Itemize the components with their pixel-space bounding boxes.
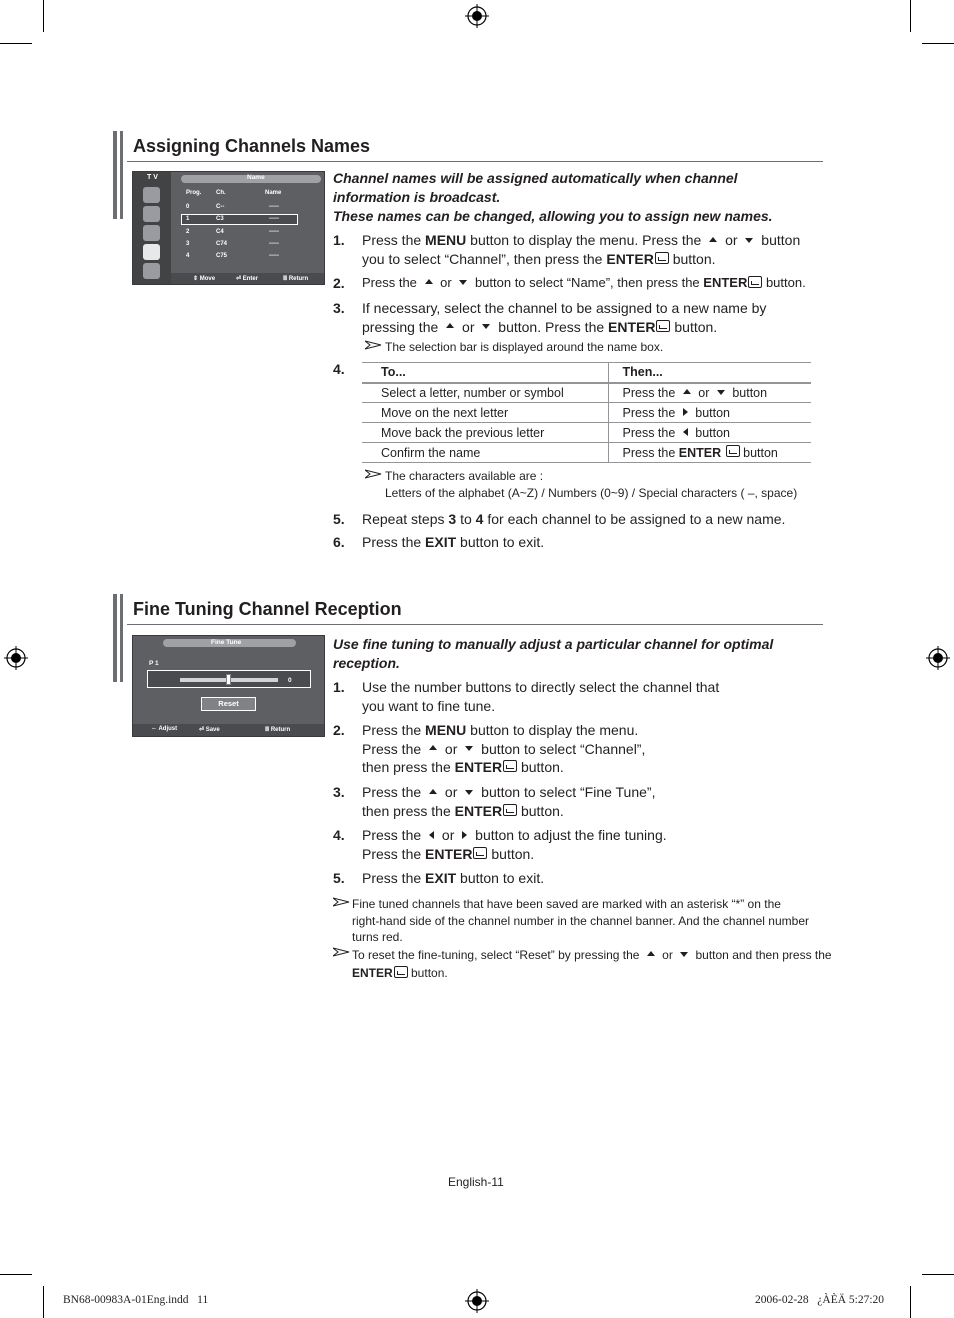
section-title: Fine Tuning Channel Reception xyxy=(133,599,402,619)
crop-mark xyxy=(910,0,911,32)
osd-col-ch: Ch. xyxy=(216,190,226,196)
osd-footer-return: Ⅲ Return xyxy=(265,727,291,733)
section-rule xyxy=(127,161,823,162)
osd-slider-value: 0 xyxy=(288,677,292,684)
character-table xyxy=(362,362,811,463)
up-arrow-icon xyxy=(683,389,691,394)
osd-row-ch: C75 xyxy=(216,253,228,259)
osd-row-ch: C74 xyxy=(216,241,228,247)
section-intro: Channel names will be assigned automatically when channel information is broadcast. These names can be changed, allowing you to assign new names. xyxy=(333,170,773,224)
table-cell: Move on the next letter xyxy=(362,403,608,423)
osd-row-prog: 2 xyxy=(186,229,190,235)
enter-icon xyxy=(503,760,517,772)
registration-mark-icon xyxy=(465,1289,489,1313)
osd-selection-bar xyxy=(181,214,298,225)
enter-icon xyxy=(503,804,517,816)
up-arrow-icon xyxy=(425,279,433,284)
osd-row-name: ----- xyxy=(269,216,279,222)
osd-row-prog: 0 xyxy=(186,204,190,210)
crop-mark xyxy=(922,43,954,44)
crop-mark xyxy=(0,1274,32,1275)
osd-title: T V xyxy=(147,174,158,181)
osd-row-name: ----- xyxy=(269,204,279,210)
enter-icon xyxy=(473,847,487,859)
date-info: 2006-02-28 ¿ÀÈÄ 5:27:20 xyxy=(755,1294,885,1306)
enter-icon xyxy=(655,252,669,264)
section-intro: Use fine tuning to manually adjust a particular channel for optimal reception. xyxy=(333,636,774,671)
osd-col-prog: Prog. xyxy=(186,190,202,196)
osd-fine-tune-screen xyxy=(132,635,325,737)
osd-input-icon xyxy=(143,263,160,279)
osd-reset-button: Reset xyxy=(201,697,256,711)
right-arrow-icon xyxy=(462,831,467,839)
left-arrow-icon xyxy=(683,428,688,436)
crop-mark xyxy=(43,0,44,32)
section-bar xyxy=(120,594,123,682)
table-row xyxy=(362,383,811,403)
down-arrow-icon xyxy=(717,390,725,395)
registration-mark-icon xyxy=(465,4,489,28)
enter-icon xyxy=(748,276,762,288)
osd-col-name: Name xyxy=(265,190,282,196)
page-number: English-11 xyxy=(448,1175,504,1189)
down-arrow-icon xyxy=(465,790,473,795)
section-bar xyxy=(113,131,117,219)
osd-sound-icon xyxy=(143,206,160,222)
osd-picture-icon xyxy=(143,187,160,203)
osd-row-prog: 4 xyxy=(186,253,190,259)
down-arrow-icon xyxy=(459,280,467,285)
osd-header-label: Name xyxy=(247,174,265,181)
up-arrow-icon xyxy=(647,951,655,956)
osd-row-ch: C4 xyxy=(216,229,224,235)
osd-row-name: ----- xyxy=(269,229,279,235)
table-cell: Move back the previous letter xyxy=(362,423,608,443)
osd-row-name: ----- xyxy=(269,253,279,259)
osd-title: Fine Tune xyxy=(211,639,242,646)
table-header-cell: To... xyxy=(362,363,608,383)
osd-name-screen xyxy=(132,171,325,285)
crop-mark xyxy=(922,1274,954,1275)
registration-mark-icon xyxy=(926,646,950,670)
osd-row-ch: C-- xyxy=(216,204,225,210)
table-row xyxy=(362,403,811,423)
enter-icon xyxy=(394,966,408,978)
crop-mark xyxy=(43,1286,44,1318)
section-bar xyxy=(120,131,123,219)
osd-row-prog: 1 xyxy=(186,216,190,222)
osd-footer-save: ⏎ Save xyxy=(199,727,220,733)
up-arrow-icon xyxy=(446,323,454,328)
up-arrow-icon xyxy=(429,789,437,794)
section-title: Assigning Channels Names xyxy=(133,136,371,156)
table-header-cell: Then... xyxy=(608,363,811,383)
note-arrow-icon xyxy=(333,947,350,957)
left-arrow-icon xyxy=(429,831,434,839)
enter-icon xyxy=(726,445,740,457)
note-arrow-icon xyxy=(365,469,382,479)
osd-row-prog: 3 xyxy=(186,241,190,247)
osd-channel-icon xyxy=(143,225,160,241)
osd-slider-thumb xyxy=(226,674,231,685)
note-arrow-icon xyxy=(333,897,350,907)
table-row xyxy=(362,423,811,443)
note-arrow-icon xyxy=(365,340,382,350)
osd-footer-return: Ⅲ Return xyxy=(283,276,309,282)
table-row xyxy=(362,443,811,463)
registration-mark-icon xyxy=(4,646,28,670)
crop-mark xyxy=(910,1286,911,1318)
down-arrow-icon xyxy=(745,238,753,243)
down-arrow-icon xyxy=(482,324,490,329)
osd-setup-icon xyxy=(143,244,160,260)
down-arrow-icon xyxy=(465,746,473,751)
file-info: BN68-00983A-01Eng.indd 11 xyxy=(63,1294,209,1306)
table-cell: Press the ENTER button xyxy=(608,443,811,463)
enter-icon xyxy=(656,320,670,332)
osd-row-name: ----- xyxy=(269,241,279,247)
osd-row-ch: C3 xyxy=(216,216,224,222)
osd-footer-move: ⇕ Move xyxy=(193,276,216,282)
table-cell: Confirm the name xyxy=(362,443,608,463)
crop-mark xyxy=(0,43,32,44)
osd-prog-label: P 1 xyxy=(149,660,159,667)
section-bar xyxy=(113,594,117,682)
right-arrow-icon xyxy=(683,408,688,416)
table-header-row xyxy=(362,363,811,383)
down-arrow-icon xyxy=(680,952,688,957)
up-arrow-icon xyxy=(429,745,437,750)
table-cell: Press the button xyxy=(608,403,811,423)
section-rule xyxy=(127,624,823,625)
table-cell: Press the or button xyxy=(608,383,811,403)
osd-footer-adjust: ⇔ Adjust xyxy=(151,726,178,732)
table-cell: Press the button xyxy=(608,423,811,443)
osd-footer-enter: ⏎ Enter xyxy=(236,276,259,282)
table-cell: Select a letter, number or symbol xyxy=(362,383,608,403)
up-arrow-icon xyxy=(709,237,717,242)
